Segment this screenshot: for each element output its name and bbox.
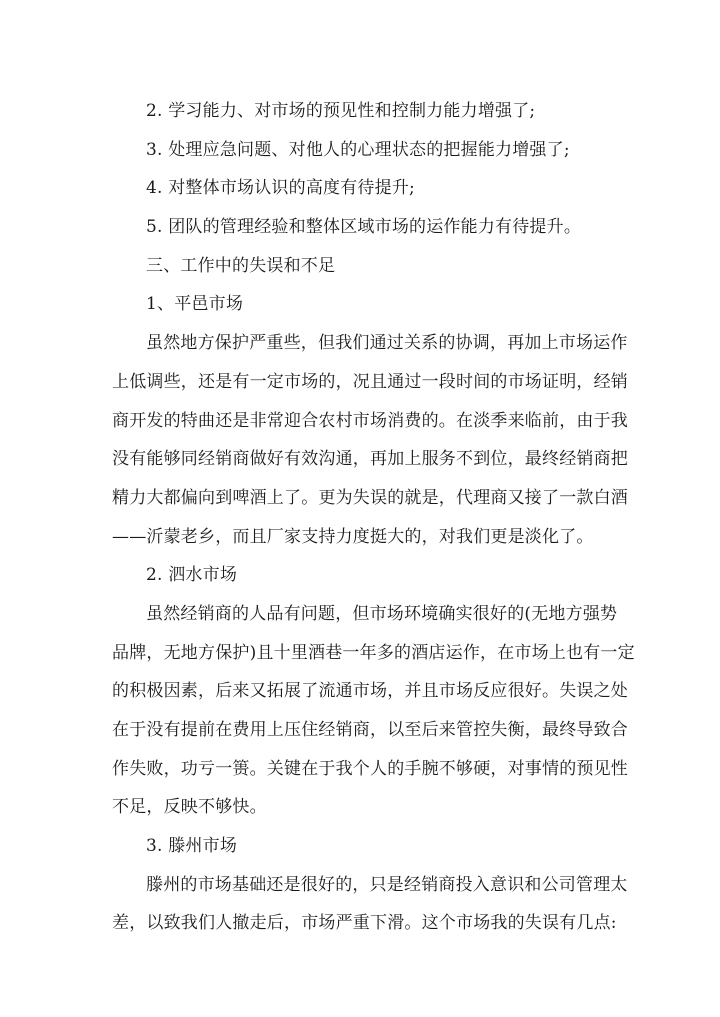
paragraph-line: 精力大都偏向到啤酒上了。更为失误的就是，代理商又接了一款白酒 (112, 487, 628, 508)
list-item: 2. 学习能力、对市场的预见性和控制力能力增强了; (146, 101, 536, 121)
list-item: 4. 对整体市场认识的高度有待提升; (146, 178, 415, 199)
paragraph-line: 虽然地方保护严重些，但我们通过关系的协调，再加上市场运作 (146, 333, 628, 354)
paragraph-line: 在于没有提前在费用上压住经销商，以至后来管控失衡，最终导致合 (112, 720, 628, 740)
subsection-heading: 3. 滕州市场 (146, 836, 238, 857)
paragraph-line: 不足，反映不够快。 (112, 797, 267, 818)
paragraph-line: 品牌，无地方保护)且十里酒巷一年多的酒店运作，在市场上也有一定 (112, 642, 635, 663)
document-body (112, 92, 635, 943)
list-item: 3. 处理应急问题、对他人的心理状态的把握能力增强了; (146, 139, 570, 160)
paragraph-line: 滕州的市场基础还是很好的，只是经销商投入意识和公司管理太 (146, 874, 628, 895)
paragraph-line: 虽然经销商的人品有问题，但市场环境确实很好的(无地方强势 (146, 603, 618, 624)
list-item: 5. 团队的管理经验和整体区域市场的运作能力有待提升。 (146, 217, 582, 238)
subsection-heading: 2. 泗水市场 (146, 565, 238, 586)
paragraph-line: 的积极因素，后来又拓展了流通市场，并且市场反应很好。失误之处 (112, 681, 628, 702)
paragraph-line: 作失败，功亏一篑。关键在于我个人的手腕不够硬，对事情的预见性 (112, 758, 628, 779)
paragraph-line: 差，以致我们人撤走后，市场严重下滑。这个市场我的失误有几点: (112, 913, 617, 934)
subsection-heading: 1、平邑市场 (146, 294, 244, 315)
paragraph-line: ——沂蒙老乡，而且厂家支持力度挺大的，对我们更是淡化了。 (112, 526, 594, 547)
section-heading: 三、工作中的失误和不足 (146, 255, 336, 276)
paragraph-line: 上低调些，还是有一定市场的，况且通过一段时间的市场证明，经销 (112, 371, 628, 392)
paragraph-line: 没有能够同经销商做好有效沟通，再加上服务不到位，最终经销商把 (112, 449, 628, 470)
paragraph-line: 商开发的特曲还是非常迎合农村市场消费的。在淡季来临前，由于我 (112, 410, 628, 431)
